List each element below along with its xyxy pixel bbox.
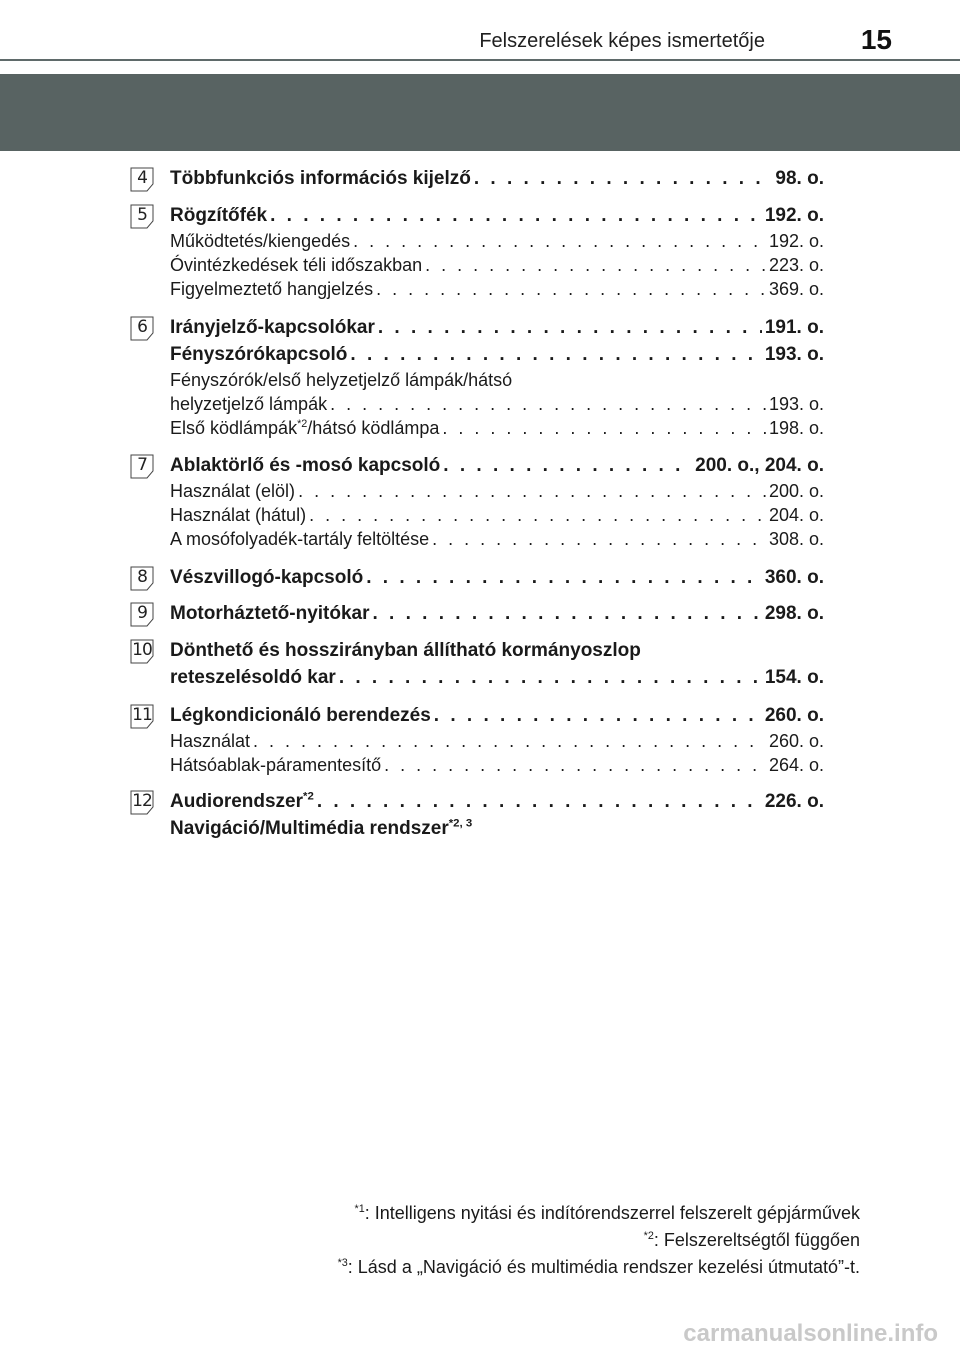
- toc-main-line: [170, 314, 824, 341]
- dot-leader: [474, 165, 773, 192]
- toc-label: Használat (elöl): [170, 481, 296, 501]
- footnote-ref: *2: [297, 418, 308, 430]
- page-reference: 226. o.: [764, 791, 824, 812]
- callout-number: 8: [137, 567, 147, 587]
- toc-label: A mosófolyadék-tartály feltöltése: [170, 529, 430, 549]
- toc-label: Első ködlámpák$^{*2}$/hátsó ködlámpa: [170, 418, 440, 438]
- dot-leader: [353, 229, 766, 253]
- dot-leader: [270, 202, 762, 229]
- dot-leader: [317, 788, 762, 815]
- footnote-2: $^{*2}$: Felszereltségtől függően: [643, 1230, 860, 1250]
- dot-leader: [384, 753, 766, 777]
- toc-label: Óvintézkedések téli időszakban: [170, 255, 423, 275]
- toc-main-line: [170, 637, 824, 664]
- dot-leader: [378, 314, 762, 341]
- toc-sub-line: [170, 277, 824, 301]
- toc-main-line: [170, 600, 824, 627]
- dot-leader: [432, 527, 766, 551]
- toc-entry: [170, 202, 824, 301]
- toc-label: Fényszórókapcsoló: [170, 344, 348, 365]
- dot-leader: [425, 253, 766, 277]
- toc-sub-line: [170, 479, 824, 503]
- dot-leader: [309, 503, 766, 527]
- dot-leader: [376, 277, 766, 301]
- dot-leader: [434, 702, 762, 729]
- toc-main-line: [170, 564, 824, 591]
- toc-label: Dönthető és hosszirányban állítható kormányoszlop: [170, 640, 641, 661]
- toc-main-line: [170, 341, 824, 368]
- dot-leader: [442, 416, 766, 440]
- header-rule: [0, 59, 960, 61]
- toc-label: Rögzítőfék: [170, 205, 268, 226]
- dot-leader: [373, 600, 762, 627]
- toc-main-line: [170, 815, 824, 842]
- running-header-title: Felszerelések képes ismertetője: [479, 30, 765, 52]
- page-reference: 200. o.: [768, 481, 824, 501]
- toc-label: Vészvillogó-kapcsoló: [170, 567, 364, 588]
- footnote-3: $^{*3}$: Lásd a „Navigáció és multimédia rendszer kezelési útmutató”-t.: [337, 1257, 860, 1277]
- callout-marker-7: [130, 454, 154, 479]
- dot-leader: [443, 452, 692, 479]
- toc-label: Navigáció/Multimédia rendszer$^{*2, 3}$: [170, 817, 473, 839]
- toc-label: Használat: [170, 731, 251, 751]
- page-reference: 369. o.: [768, 279, 824, 299]
- callout-marker-10: [130, 639, 154, 664]
- toc-label: Működtetés/kiengedés: [170, 231, 351, 251]
- toc-label: Többfunkciós információs kijelző: [170, 168, 471, 189]
- callout-number: 10: [132, 640, 152, 660]
- callout-number: 5: [137, 205, 147, 225]
- footnote-mark: *1: [354, 1203, 365, 1215]
- footnote-ref: *2, 3: [448, 817, 473, 830]
- toc-entry: [170, 702, 824, 777]
- toc-label: Hátsóablak-páramentesítő: [170, 755, 382, 775]
- toc-entry: [170, 452, 824, 551]
- callout-marker-9: [130, 602, 154, 627]
- callout-number: 7: [137, 455, 147, 475]
- page-reference: 264. o.: [768, 755, 824, 775]
- dot-leader: [339, 664, 762, 691]
- toc-main-line: [170, 165, 824, 192]
- toc-main-line: [170, 452, 824, 479]
- dot-leader: [298, 479, 766, 503]
- toc-label: Ablaktörlő és -mosó kapcsoló: [170, 455, 441, 476]
- toc-entry: [170, 600, 824, 627]
- toc-entry: [170, 314, 824, 440]
- toc-entry: [170, 637, 824, 691]
- page-reference: 154. o.: [764, 667, 824, 688]
- toc-sub-line: [170, 503, 824, 527]
- toc-entry: [170, 788, 824, 842]
- footnote-mark: *2: [643, 1230, 654, 1242]
- page-reference: 193. o.: [768, 394, 824, 414]
- page-reference: 191. o.: [764, 317, 824, 338]
- toc-label: helyzetjelző lámpák: [170, 394, 328, 414]
- toc-label: Használat (hátul): [170, 505, 307, 525]
- page-number: 15: [860, 24, 892, 55]
- page-reference: 98. o.: [775, 168, 824, 189]
- toc-label: Irányjelző-kapcsolókar: [170, 317, 375, 338]
- page-reference: 198. o.: [768, 418, 824, 438]
- toc-sub-line: [170, 229, 824, 253]
- toc-label: Figyelmeztető hangjelzés: [170, 279, 374, 299]
- watermark: carmanualsonline.info: [683, 1320, 938, 1347]
- dot-leader: [366, 564, 762, 591]
- dot-leader: [253, 729, 766, 753]
- callout-marker-12: [130, 790, 154, 815]
- toc-main-line: [170, 702, 824, 729]
- page-reference: 193. o.: [764, 344, 824, 365]
- toc-sub-line: [170, 253, 824, 277]
- callout-number: 12: [132, 791, 152, 811]
- callout-number: 4: [137, 168, 147, 188]
- page-reference: 360. o.: [764, 567, 824, 588]
- toc-label: Légkondicionáló berendezés: [170, 705, 431, 726]
- toc-main-line: [170, 202, 824, 229]
- toc-main-line: [170, 664, 824, 691]
- toc-label: Fényszórók/első helyzetjelző lámpák/hátsó: [170, 370, 513, 390]
- page-reference: 298. o.: [764, 603, 824, 624]
- toc-label: reteszelésoldó kar: [170, 667, 336, 688]
- dot-leader: [330, 392, 766, 416]
- callout-marker-5: [130, 204, 154, 229]
- toc-sub-line: [170, 368, 824, 392]
- toc-sub-line: [170, 729, 824, 753]
- toc-label: Motorháztető-nyitókar: [170, 603, 370, 624]
- toc-sub-line: [170, 527, 824, 551]
- footnotes: [338, 1200, 860, 1281]
- callout-number: 11: [132, 705, 152, 725]
- footnote-1: $^{*1}$: Intelligens nyitási és indítórendszerrel felszerelt gépjárművek: [354, 1203, 860, 1223]
- callout-marker-8: [130, 566, 154, 591]
- callout-number: 9: [137, 603, 147, 623]
- toc-entry: [170, 165, 824, 192]
- section-banner: [0, 74, 960, 151]
- callout-marker-6: [130, 316, 154, 341]
- page-reference: 192. o.: [768, 231, 824, 251]
- toc-entry: [170, 564, 824, 591]
- dot-leader: [350, 341, 761, 368]
- toc-sub-line: [170, 392, 824, 416]
- toc-sub-line: [170, 416, 824, 440]
- callout-marker-11: [130, 704, 154, 729]
- page-reference: 192. o.: [764, 205, 824, 226]
- footnote-mark: *3: [337, 1257, 348, 1269]
- toc-sub-line: [170, 753, 824, 777]
- toc-label: Audiorendszer$^{*2}$: [170, 790, 314, 812]
- page-reference: 308. o.: [768, 529, 824, 549]
- page-reference: 260. o.: [768, 731, 824, 751]
- page-reference: 260. o.: [764, 705, 824, 726]
- page-reference: 223. o.: [768, 255, 824, 275]
- callout-number: 6: [137, 317, 147, 337]
- footnote-ref: *2: [303, 790, 314, 803]
- page-reference: 200. o., 204. o.: [695, 455, 824, 476]
- page-reference: 204. o.: [768, 505, 824, 525]
- callout-marker-4: [130, 167, 154, 192]
- toc-main-line: [170, 788, 824, 815]
